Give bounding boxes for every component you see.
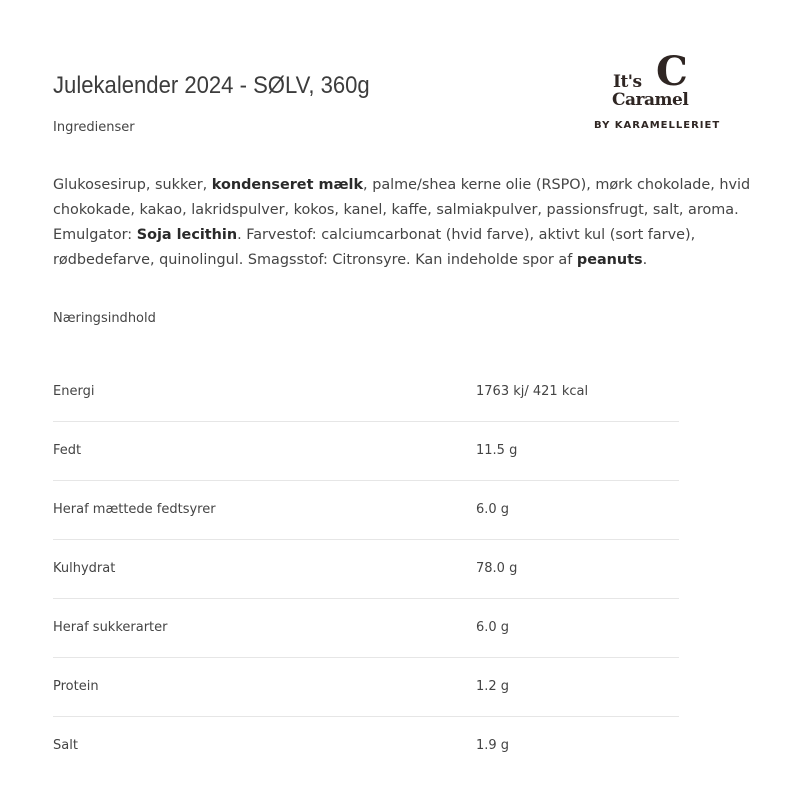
nutrition-heading: Næringsindhold	[53, 311, 156, 326]
logo-c-letter: C	[656, 48, 688, 95]
ingredients-part: . Farvestof: calciumcarbonat (hvid farve), aktivt kul (sort farve), rødbedefarve, quinolingul. Smagsstof: Citronsyre. Kan indeholde spor af	[53, 227, 696, 268]
ingredients-heading: Ingredienser	[53, 120, 135, 135]
product-title: Julekalender 2024 - SØLV, 360g	[53, 72, 370, 99]
logo-caramel-text: Caramel	[612, 90, 689, 110]
table-row	[53, 363, 679, 422]
nutrient-value: 1.2 g	[476, 679, 510, 694]
nutrient-label: Protein	[53, 679, 99, 694]
allergen-milk: kondenseret mælk	[211, 177, 364, 193]
ingredients-text	[53, 173, 753, 273]
nutrient-value: 1763 kj/ 421 kcal	[476, 384, 589, 399]
ingredients-part: .	[642, 252, 648, 268]
nutrient-label: Kulhydrat	[53, 561, 116, 576]
table-row	[53, 540, 679, 599]
table-row	[53, 717, 679, 775]
nutrient-value: 1.9 g	[476, 738, 510, 753]
nutrient-value: 6.0 g	[476, 620, 510, 635]
nutrient-value: 11.5 g	[476, 443, 518, 458]
allergen-soy: Soja lecithin	[136, 227, 238, 243]
ingredients-part: , palme/shea kerne olie (RSPO), mørk chokolade, hvid chokokade, kakao, lakridspulver, kokos, kanel, kaffe, salmiakpulver, passionsfrugt, salt, aroma. Emulgator:	[53, 177, 751, 243]
table-row	[53, 658, 679, 717]
table-row	[53, 599, 679, 658]
nutrient-label: Heraf mættede fedtsyrer	[53, 502, 216, 517]
table-row	[53, 422, 679, 481]
nutrient-value: 6.0 g	[476, 502, 510, 517]
nutrient-label: Heraf sukkerarter	[53, 620, 168, 635]
nutrition-table	[53, 363, 679, 775]
logo-its-text: It's	[613, 72, 642, 92]
nutrient-label: Salt	[53, 738, 78, 753]
nutrient-label: Energi	[53, 384, 95, 399]
nutrient-value: 78.0 g	[476, 561, 518, 576]
nutrient-label: Fedt	[53, 443, 82, 458]
brand-logo	[588, 48, 728, 134]
logo-byline: BY KARAMELLERIET	[594, 120, 721, 131]
allergen-peanuts: peanuts	[576, 252, 643, 268]
ingredients-part: Glukosesirup, sukker,	[53, 177, 212, 193]
table-row	[53, 481, 679, 540]
